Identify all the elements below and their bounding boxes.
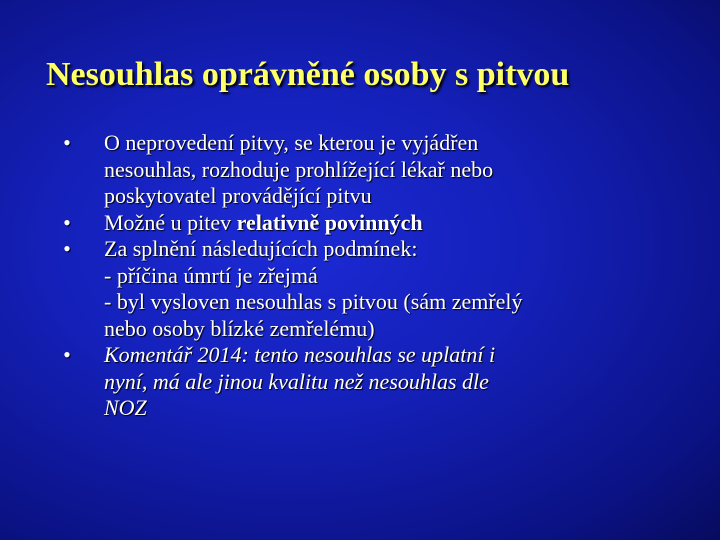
bullet-text-line: nesouhlas, rozhoduje prohlížející lékař nebo: [104, 156, 494, 182]
bullet-text-line: Za splnění následujících podmínek:: [104, 236, 418, 261]
bullet-text-line: nebo osoby blízké zemřelému): [104, 315, 375, 341]
bullet-text-line: Komentář 2014: tento nesouhlas se uplatní i: [104, 342, 496, 367]
bullet-item-conditions: [60, 236, 660, 342]
bullet-icon: •: [63, 209, 71, 235]
bullet-text-emphasis: relativně povinných: [236, 209, 423, 235]
bullet-icon: •: [63, 130, 71, 155]
slide-title: Nesouhlas oprávněné osoby s pitvou: [46, 56, 570, 93]
bullet-text-line: - příčina úmrtí je zřejmá: [104, 262, 318, 288]
bullet-text-prefix: Možné u pitev: [104, 209, 237, 235]
bullet-text-line: nyní, má ale jinou kvalitu než nesouhlas dle: [104, 368, 489, 394]
bullet-icon: •: [63, 236, 71, 261]
bullet-icon: •: [63, 342, 71, 367]
bullet-text-line: [104, 210, 660, 237]
bullet-text-line: O neprovedení pitvy, se kterou je vyjádřen: [104, 130, 479, 155]
bullet-item-relative-mandatory: [60, 210, 660, 237]
bullet-text-line: - byl vysloven nesouhlas s pitvou (sám zemřelý: [104, 289, 523, 314]
bullet-item-comment-2014: [60, 342, 660, 422]
bullet-text-line: NOZ: [104, 395, 147, 420]
bullet-list: [60, 130, 660, 422]
bullet-text-line: poskytovatel provádějící pitvu: [104, 183, 372, 208]
bullet-item-autopsy-decision: [60, 130, 660, 210]
